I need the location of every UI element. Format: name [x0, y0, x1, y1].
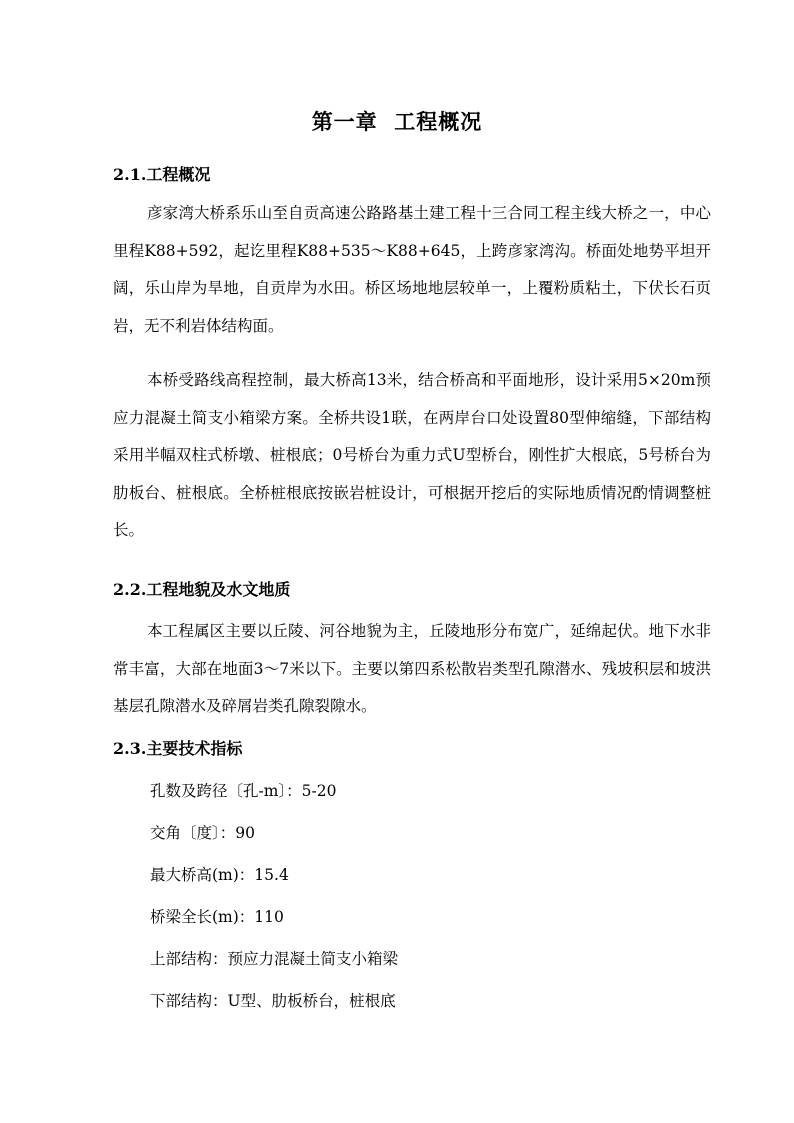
technical-spec-list — [150, 770, 398, 1022]
chapter-title: 第一章 工程概况 — [311, 109, 483, 134]
section-heading-2-3: 2.3.主要技术指标 — [113, 739, 243, 758]
section-2-2-paragraph-1: 本工程属区主要以丘陵、河谷地貌为主，丘陵地形分布宽广，延绵起伏。地下水非常丰富，大部在地面3～7米以下。主要以第四系松散岩类型孔隙潜水、残坡积层和坡洪基层孔隙潜水及碎屑岩类孔隙裂隙水。 — [113, 622, 711, 715]
spec-bridge-length: 桥梁全长(m)：110 — [150, 908, 284, 926]
section-heading-2-2: 2.2.工程地貌及水文地质 — [113, 580, 291, 599]
section-heading-2-1: 2.1.工程概况 — [113, 165, 211, 184]
spec-span-count: 孔数及跨径〔孔-m〕：5-20 — [150, 782, 337, 800]
spec-crossing-angle: 交角〔度〕：90 — [150, 824, 255, 842]
spec-substructure: 下部结构：U型、肋板桥台，桩根底 — [150, 992, 396, 1010]
section-2-1-paragraph-2: 本桥受路线高程控制，最大桥高13米，结合桥高和平面地形，设计采用5×20m预应力混凝土简支小箱梁方案。全桥共设1联，在两岸台口处设置80型伸缩缝，下部结构采用半幅双柱式桥墩、桩根底；0号桥台为重力式U型桥台，刚性扩大根底，5号桥台为肋板台、桩根底。全桥桩根底按嵌岩桩设计，可根据开挖后的实际地质情况酌情调整桩长。 — [113, 371, 711, 539]
section-2-1-paragraph-1: 彦家湾大桥系乐山至自贡高速公路路基土建工程十三合同工程主线大桥之一，中心里程K88+592，起讫里程K88+535～K88+645，上跨彦家湾沟。桥面处地势平坦开阔，乐山岸为旱地，自贡岸为水田。桥区场地地层较单一，上覆粉质粘土，下伏长石页岩，无不利岩体结构面。 — [113, 204, 711, 335]
spec-max-bridge-height: 最大桥高(m)：15.4 — [150, 866, 289, 884]
spec-superstructure: 上部结构：预应力混凝土简支小箱梁 — [150, 950, 399, 968]
